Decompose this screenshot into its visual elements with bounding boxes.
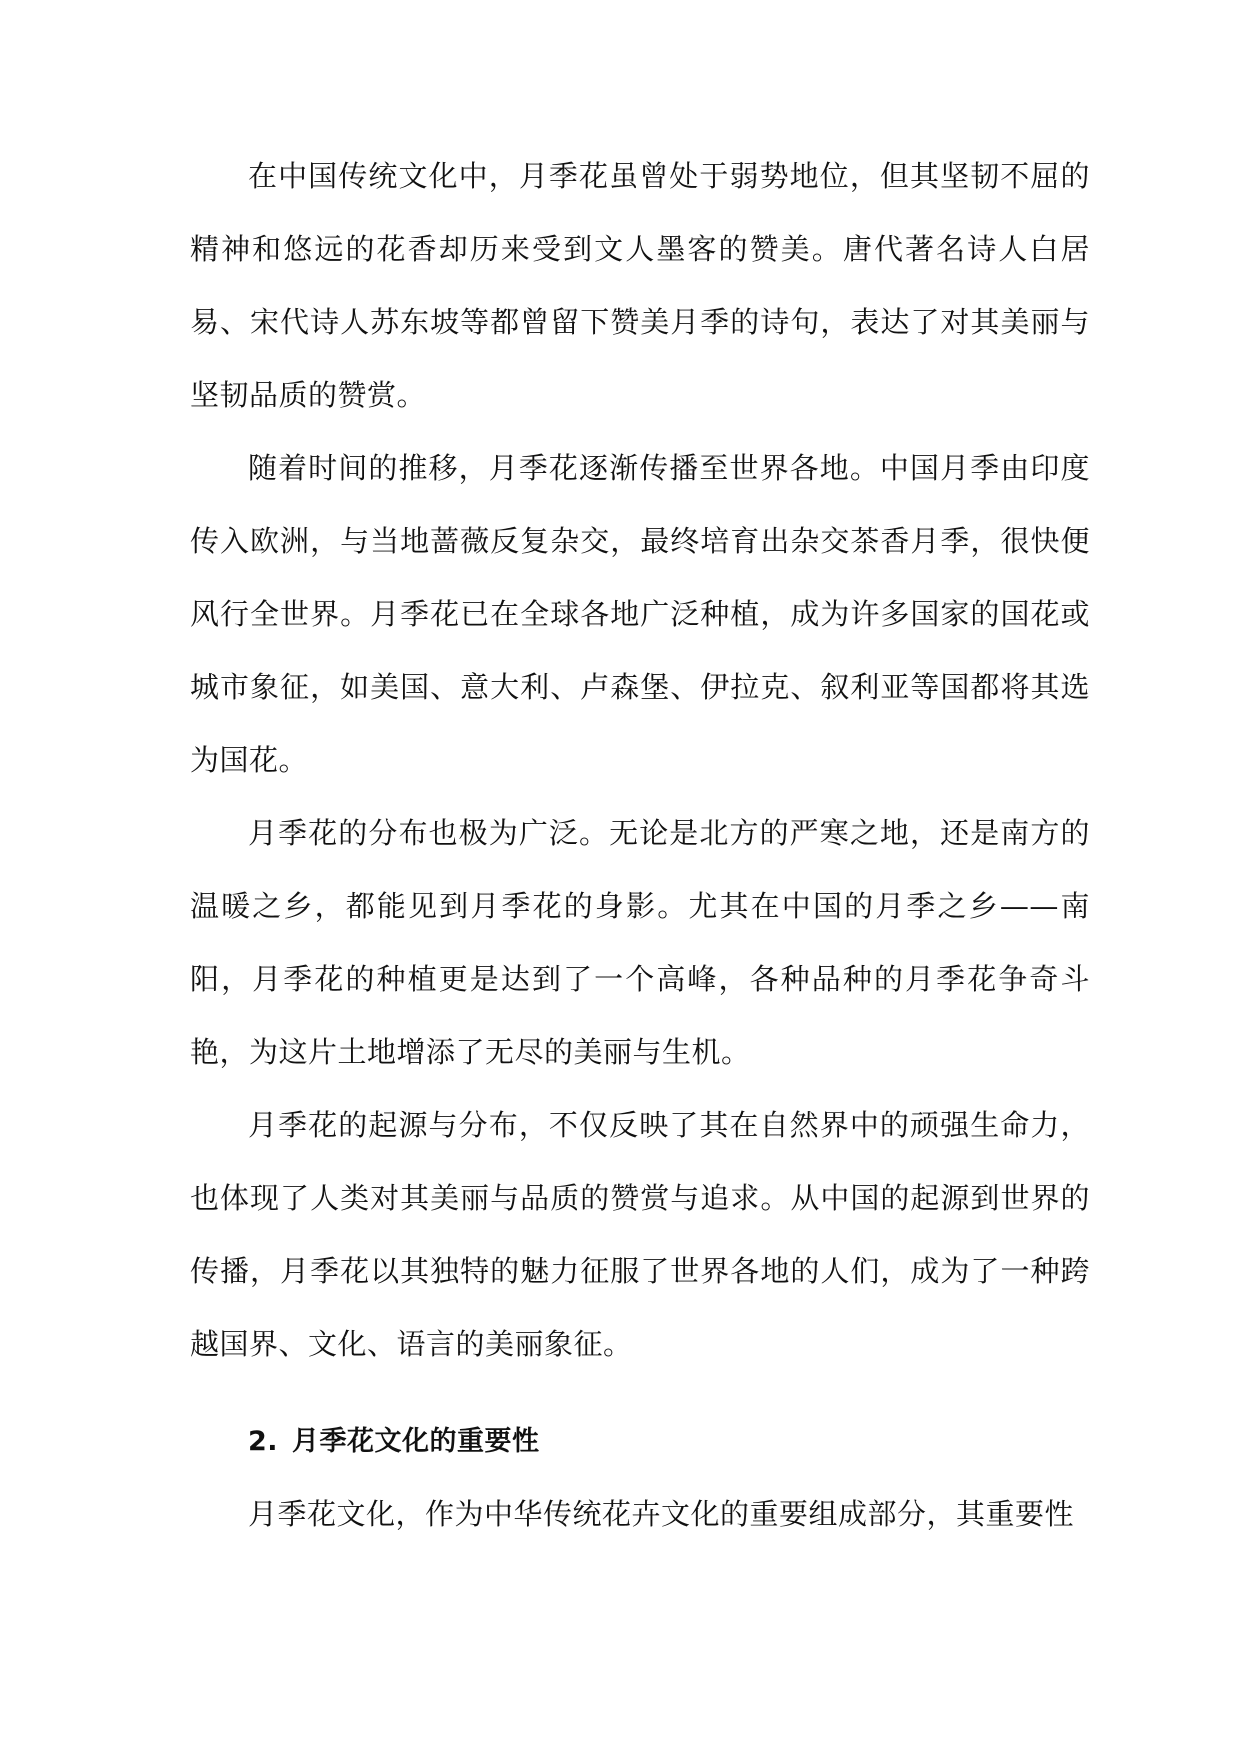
section-title: 月季花文化的重要性 [292,1426,540,1457]
section-heading [190,1405,1090,1478]
document-body [190,140,1090,1551]
paragraph-origin-summary: 月季花的起源与分布，不仅反映了其在自然界中的顽强生命力，也体现了人类对其美丽与品质的赞赏与追求。从中国的起源到世界的传播，月季花以其独特的魅力征服了世界各地的人们，成为了一种跨越国界、文化、语言的美丽象征。 [190,1108,1090,1361]
paragraph-distribution: 月季花的分布也极为广泛。无论是北方的严寒之地，还是南方的温暖之乡，都能见到月季花的身影。尤其在中国的月季之乡——南阳，月季花的种植更是达到了一个高峰，各种品种的月季花争奇斗艳，为这片土地增添了无尽的美丽与生机。 [190,816,1090,1069]
paragraph-classical-praise: 在中国传统文化中，月季花虽曾处于弱势地位，但其坚韧不屈的精神和悠远的花香却历来受到文人墨客的赞美。唐代著名诗人白居易、宋代诗人苏东坡等都曾留下赞美月季的诗句，表达了对其美丽与坚韧品质的赞赏。 [190,159,1090,412]
paragraph-culture-importance: 月季花文化，作为中华传统花卉文化的重要组成部分，其重要性 [248,1497,1075,1531]
section-number: 2. [248,1426,279,1457]
paragraph-global-spread: 随着时间的推移，月季花逐渐传播至世界各地。中国月季由印度传入欧洲，与当地蔷薇反复杂交，最终培育出杂交茶香月季，很快便风行全世界。月季花已在全球各地广泛种植，成为许多国家的国花或城市象征，如美国、意大利、卢森堡、伊拉克、叙利亚等国都将其选为国花。 [190,451,1090,777]
